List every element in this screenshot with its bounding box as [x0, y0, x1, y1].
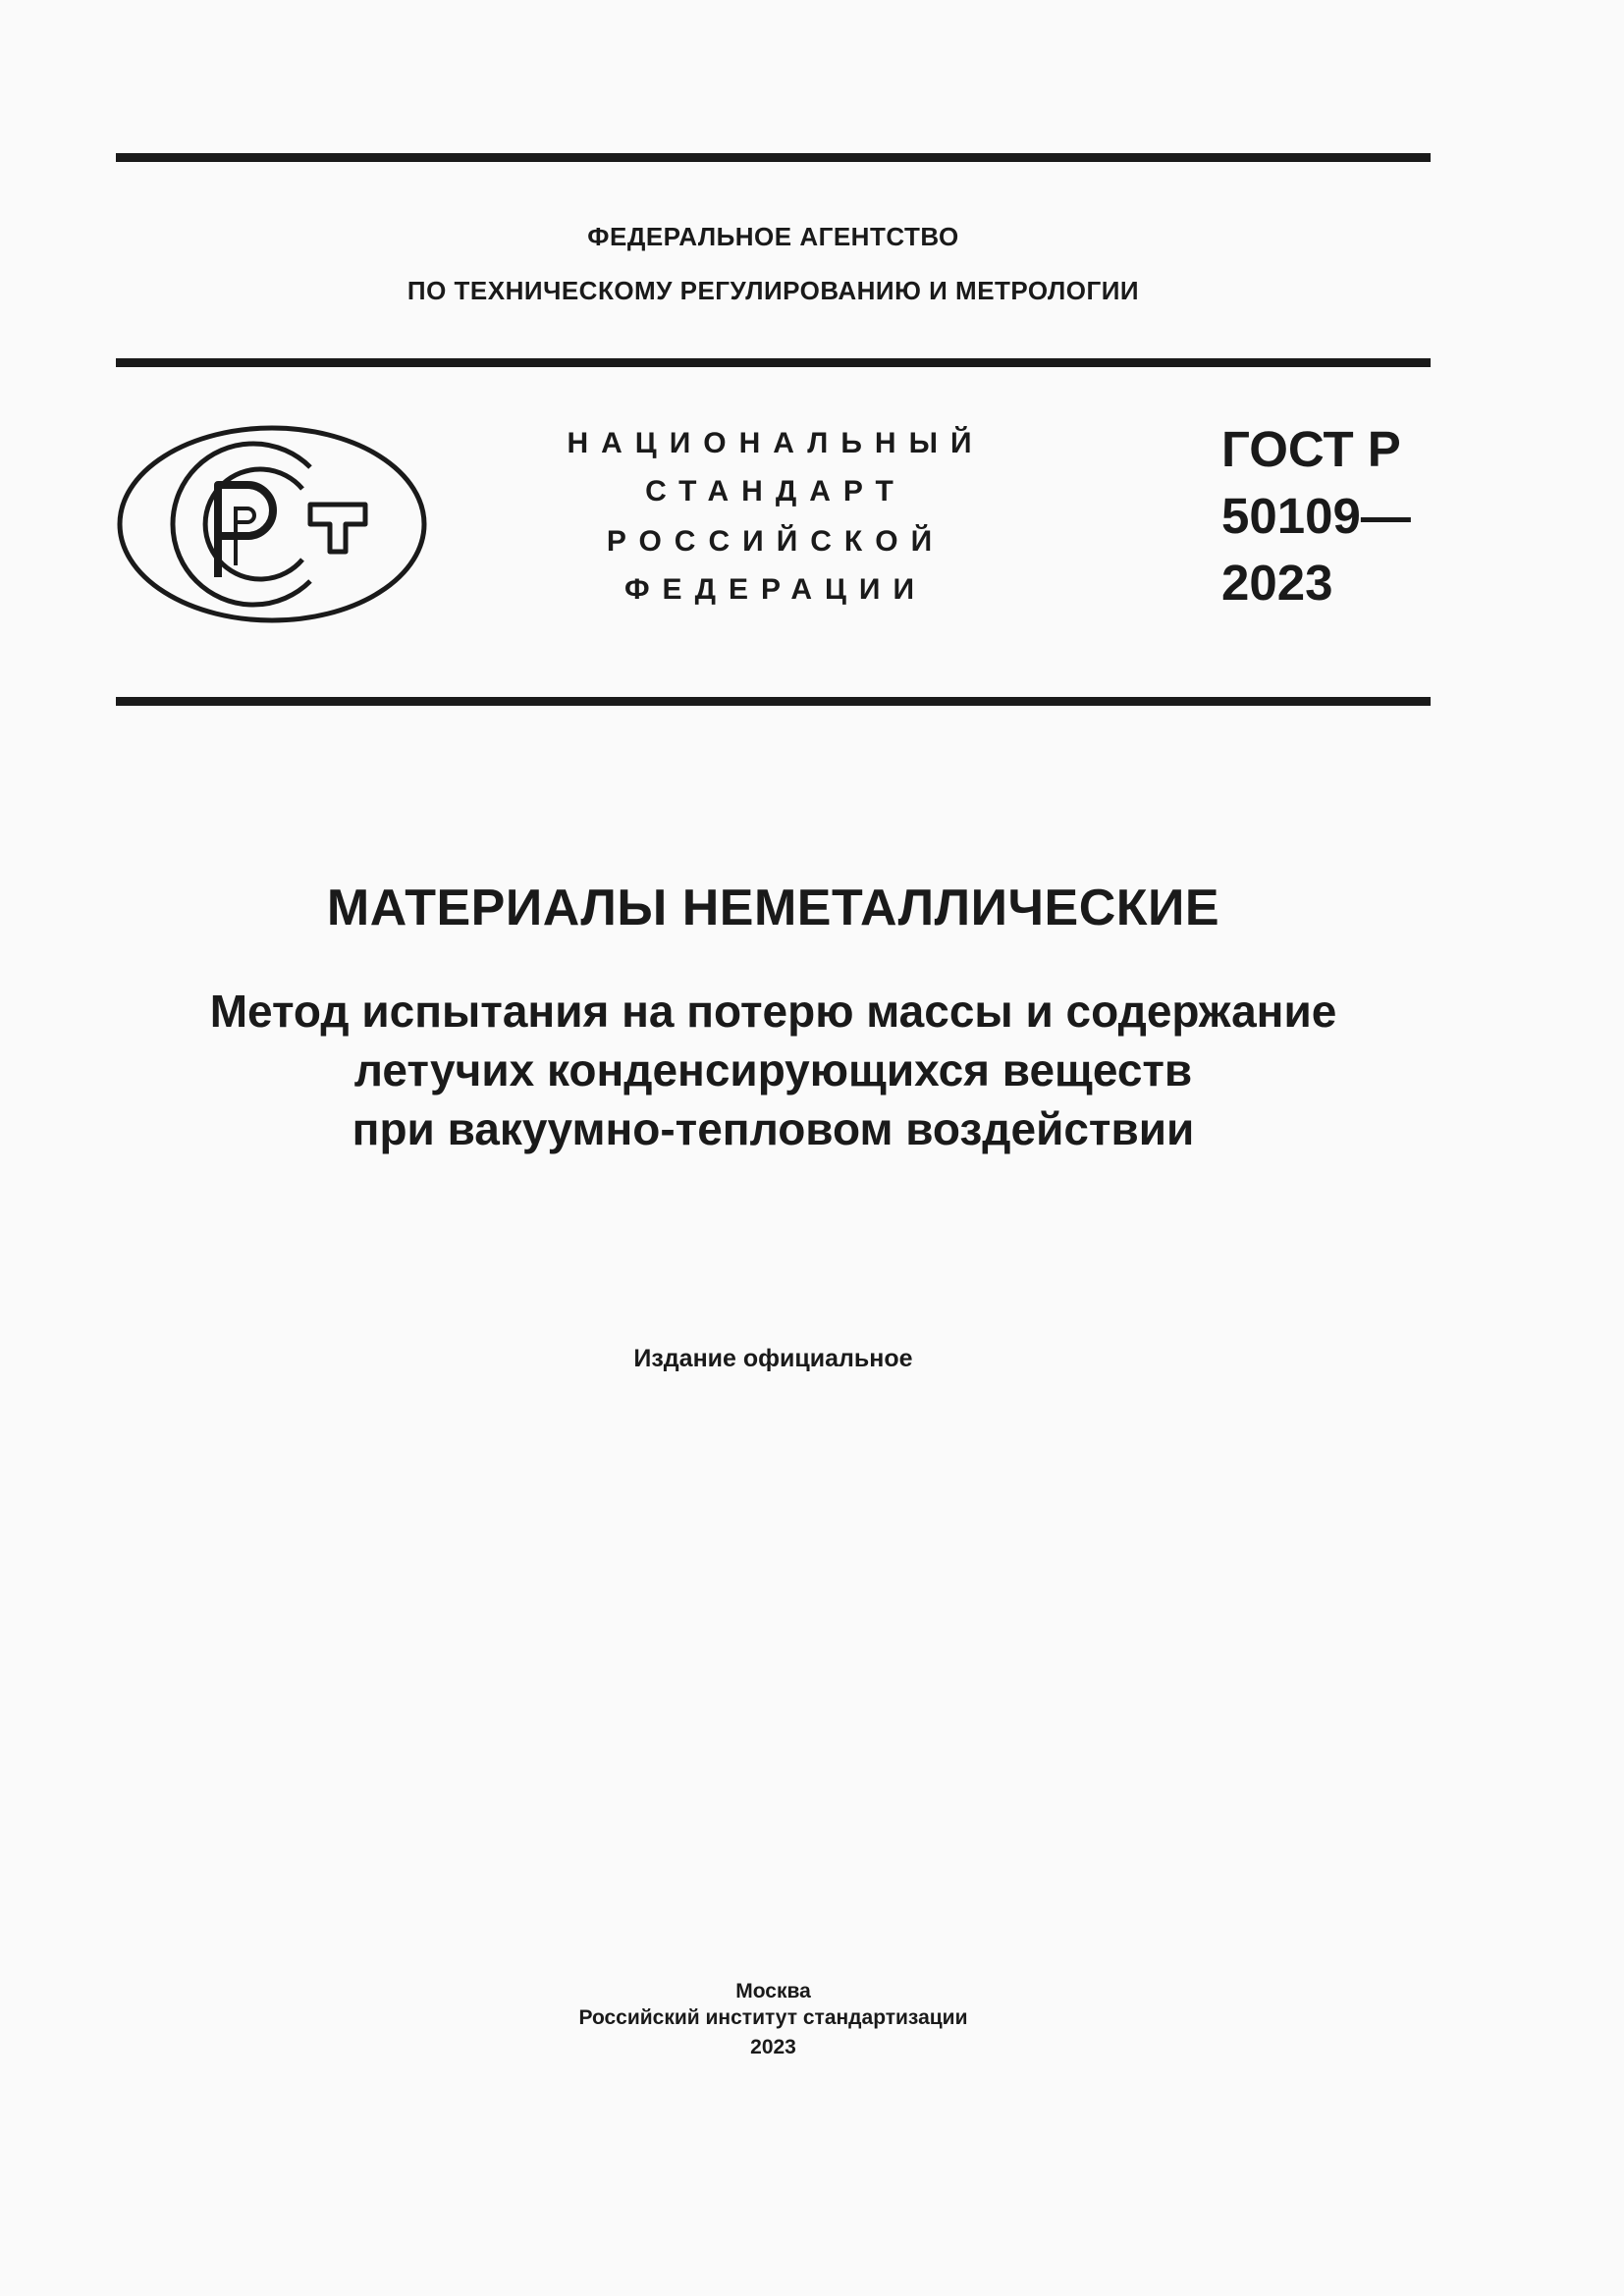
agency-line-1: ФЕДЕРАЛЬНОЕ АГЕНТСТВО [587, 222, 959, 251]
rst-certification-mark-icon [116, 424, 428, 624]
imprint-city: Москва [735, 1980, 811, 2002]
document-title: МАТЕРИАЛЫ НЕМЕТАЛЛИЧЕСКИЕ [326, 880, 1220, 936]
designation-line-2: 50109— [1221, 488, 1411, 544]
document-subtitle-line-1: Метод испытания на потерю массы и содержание [209, 986, 1337, 1037]
imprint-publisher: Российский институт стандартизации [578, 2006, 968, 2029]
standard-type-line-4: ФЕДЕРАЦИИ [623, 573, 928, 606]
document-subtitle-line-2: летучих конденсирующихся веществ [353, 1044, 1193, 1095]
agency-line-2: ПО ТЕХНИЧЕСКОМУ РЕГУЛИРОВАНИЮ И МЕТРОЛОГИИ [406, 276, 1140, 305]
standard-type-line-2: СТАНДАРТ [645, 475, 906, 507]
edition-label: Издание официальное [633, 1345, 913, 1372]
imprint-year: 2023 [750, 2036, 796, 2058]
standard-type-line-1: НАЦИОНАЛЬНЫЙ [567, 427, 985, 459]
header-rule [116, 358, 1431, 367]
top-rule [116, 153, 1431, 162]
document-subtitle-line-3: при вакуумно-тепловом воздействии [352, 1103, 1195, 1154]
standard-type-line-3: РОССИЙСКОЙ [606, 525, 946, 558]
designation-line-3: 2023 [1221, 555, 1333, 611]
section-rule [116, 697, 1431, 706]
designation-line-1: ГОСТ Р [1221, 421, 1401, 477]
